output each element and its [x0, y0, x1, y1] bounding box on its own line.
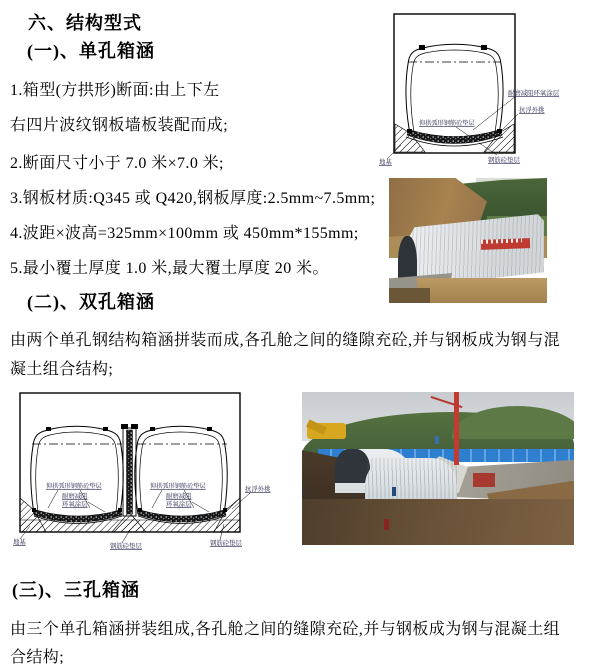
worker — [384, 519, 389, 530]
section2-heading: (二)、双孔箱涵 — [27, 292, 155, 312]
label-foundation: 地基 — [379, 159, 392, 166]
section3-heading: (三)、三孔箱涵 — [12, 580, 140, 600]
label-coating-right-1: 耐磨减阻 — [166, 493, 192, 500]
label-invert-left: 仰拱弧形钢筋砼垫层 — [46, 483, 102, 490]
red-banner — [480, 238, 529, 250]
label-coating-left-2: 环氧涂层 — [62, 501, 88, 508]
double-culvert-drawing — [10, 388, 300, 568]
yellow-excavator — [307, 423, 345, 440]
body-line: 5.最小覆土厚度 1.0 米,最大覆土厚度 20 米。 — [10, 260, 329, 277]
page-title: 六、结构型式 — [28, 13, 142, 33]
dark-dirt — [389, 288, 430, 303]
photo-double-culvert — [302, 392, 574, 545]
body-line: 右四片波纹钢板墙板装配而成; — [10, 117, 229, 134]
label-antifloat: 抗浮外挑 — [519, 107, 545, 114]
body-line: 凝土组合结构; — [10, 361, 114, 378]
label-antifloat: 抗浮外挑 — [245, 486, 271, 493]
dirt-road — [417, 278, 547, 303]
photo-single-culvert — [389, 178, 547, 303]
label-foundation: 地基 — [13, 539, 26, 546]
label-invert: 仰拱弧形钢筋砼垫层 — [419, 120, 475, 127]
label-invert-right: 仰拱弧形钢筋砼垫层 — [150, 483, 206, 490]
diagram-double-culvert — [10, 388, 300, 568]
body-line: 合结构; — [10, 649, 65, 664]
worker — [392, 487, 396, 496]
foreground-dirt — [302, 499, 574, 545]
label-coating-left-1: 耐磨减阻 — [62, 493, 88, 500]
body-line: 3.钢板材质:Q345 或 Q420,钢板厚度:2.5mm~7.5mm; — [10, 190, 376, 207]
single-culvert-drawing — [377, 12, 607, 172]
banner-text-marks — [480, 239, 521, 244]
worker — [435, 436, 439, 444]
body-line: 4.波距×波高=325mm×100mm 或 450mm*155mm; — [10, 225, 359, 242]
label-coating-right-2: 环氧涂层 — [166, 501, 192, 508]
label-cushion-right: 钢筋砼垫层 — [210, 540, 242, 547]
label-cushion: 钢筋砼垫层 — [488, 157, 520, 164]
body-line: 1.箱型(方拱形)断面:由上下左 — [10, 82, 220, 99]
label-cushion-center: 钢筋砼垫层 — [110, 543, 142, 550]
body-line: 2.断面尺寸小于 7.0 米×7.0 米; — [10, 155, 224, 172]
section1-heading: (一)、单孔箱涵 — [27, 41, 155, 61]
invert-cushion — [406, 130, 503, 146]
red-patch — [473, 473, 495, 487]
body-line: 由两个单孔钢结构箱涵拼装而成,各孔舱之间的缝隙充砼,并与钢板成为钢与混 — [10, 332, 561, 349]
body-line: 由三个单孔箱涵拼装组成,各孔舱之间的缝隙充砼,并与钢板成为钢与混凝土组 — [10, 621, 561, 638]
label-coating: 耐磨减阻环氧涂层 — [508, 90, 560, 97]
diagram-single-culvert — [377, 12, 607, 172]
